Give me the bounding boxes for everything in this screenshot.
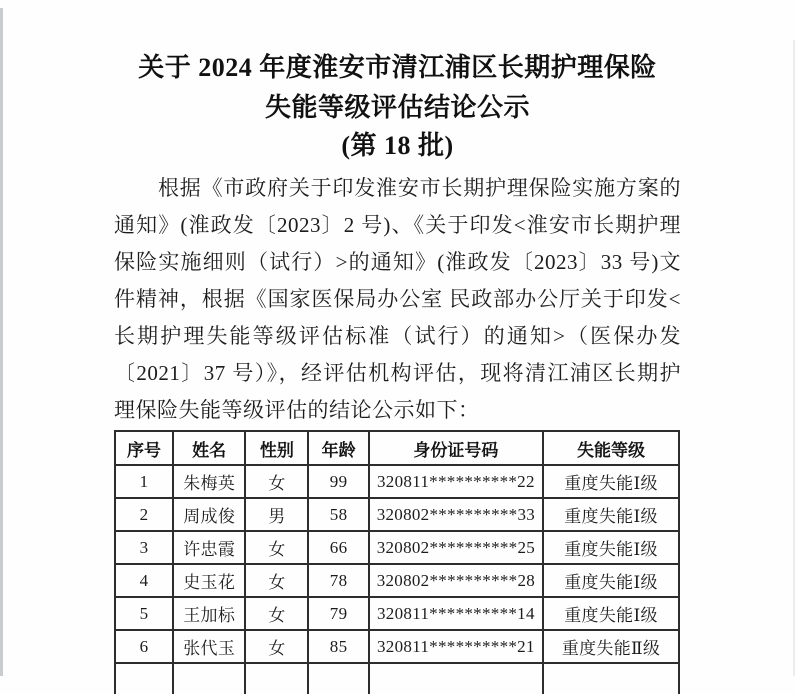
table-cell: 66 xyxy=(308,531,368,564)
table-cell: 320802**********25 xyxy=(369,531,543,564)
table-row-partial-clipped xyxy=(115,663,679,694)
table-cell: 79 xyxy=(308,597,368,630)
table-row xyxy=(115,630,679,663)
paragraph-line: 〔2021〕37 号）》，经评估机构评估，现将清江浦区长期护 xyxy=(114,361,681,385)
document-title-batch-number: (第 18 批) xyxy=(341,131,454,160)
table-cell: 4 xyxy=(115,564,173,597)
table-cell: 重度失能Ⅰ级 xyxy=(543,597,679,630)
table-cell xyxy=(115,663,173,694)
table-cell xyxy=(245,663,308,694)
document-title-line-1: 关于 2024 年度淮安市清江浦区长期护理保险 xyxy=(138,53,657,82)
table-cell: 女 xyxy=(245,465,308,498)
table-cell: 王加标 xyxy=(173,597,245,630)
table-cell: 重度失能Ⅰ级 xyxy=(543,531,679,564)
table-header-cell: 年龄 xyxy=(308,431,368,465)
table-header xyxy=(115,431,679,465)
document-title-line-2: 失能等级评估结论公示 xyxy=(264,93,530,122)
table-row xyxy=(115,498,679,531)
body-paragraph xyxy=(114,170,681,429)
table-cell: 男 xyxy=(245,498,308,531)
table-header-cell: 失能等级 xyxy=(543,431,679,465)
table-cell: 重度失能Ⅰ级 xyxy=(543,564,679,597)
table-cell: 85 xyxy=(308,630,368,663)
table-cell: 320802**********28 xyxy=(369,564,543,597)
table-row xyxy=(115,465,679,498)
table-cell: 女 xyxy=(245,630,308,663)
table-cell: 许忠霞 xyxy=(173,531,245,564)
table-cell: 史玉花 xyxy=(173,564,245,597)
document-title xyxy=(114,0,681,164)
table-cell: 重度失能Ⅰ级 xyxy=(543,465,679,498)
table-cell: 1 xyxy=(115,465,173,498)
paragraph-line: 件精神，根据《国家医保局办公室 民政部办公厅关于印发< xyxy=(114,287,681,311)
table-cell: 女 xyxy=(245,597,308,630)
table-cell: 周成俊 xyxy=(173,498,245,531)
table-cell xyxy=(173,663,245,694)
assessment-results-table xyxy=(114,430,680,694)
table-row xyxy=(115,564,679,597)
paragraph-line: 保险实施细则（试行）>的通知》(淮政发〔2023〕33 号)文 xyxy=(114,250,681,274)
table-cell: 女 xyxy=(245,531,308,564)
table-cell: 女 xyxy=(245,564,308,597)
table-header-row xyxy=(115,431,679,465)
paragraph-line: 通知》(淮政发〔2023〕2 号)、《关于印发<淮安市长期护理 xyxy=(114,213,681,237)
table-header-cell: 姓名 xyxy=(173,431,245,465)
table-cell xyxy=(543,663,679,694)
table-cell: 朱梅英 xyxy=(173,465,245,498)
table-cell: 张代玉 xyxy=(173,630,245,663)
table-header-cell: 序号 xyxy=(115,431,173,465)
table-cell: 320811**********14 xyxy=(369,597,543,630)
table-body xyxy=(115,465,679,694)
table-cell: 320802**********33 xyxy=(369,498,543,531)
table-row xyxy=(115,597,679,630)
table-cell: 320811**********22 xyxy=(369,465,543,498)
table-row xyxy=(115,531,679,564)
paragraph-line: 理保险失能等级评估的结论公示如下： xyxy=(114,398,480,422)
table-cell: 5 xyxy=(115,597,173,630)
table-cell: 6 xyxy=(115,630,173,663)
table-header-cell: 性别 xyxy=(245,431,308,465)
table-cell: 320811**********21 xyxy=(369,630,543,663)
table-cell: 2 xyxy=(115,498,173,531)
table-cell: 99 xyxy=(308,465,368,498)
table-cell: 重度失能Ⅰ级 xyxy=(543,498,679,531)
paragraph-line: 根据《市政府关于印发淮安市长期护理保险实施方案的 xyxy=(158,176,681,200)
table-cell: 3 xyxy=(115,531,173,564)
table-cell: 重度失能Ⅱ级 xyxy=(543,630,679,663)
table-cell: 58 xyxy=(308,498,368,531)
table-cell: 78 xyxy=(308,564,368,597)
table-header-cell: 身份证号码 xyxy=(369,431,543,465)
table-cell xyxy=(308,663,368,694)
paragraph-line: 长期护理失能等级评估标准（试行）的通知>（医保办发 xyxy=(114,324,681,348)
table-cell xyxy=(369,663,543,694)
